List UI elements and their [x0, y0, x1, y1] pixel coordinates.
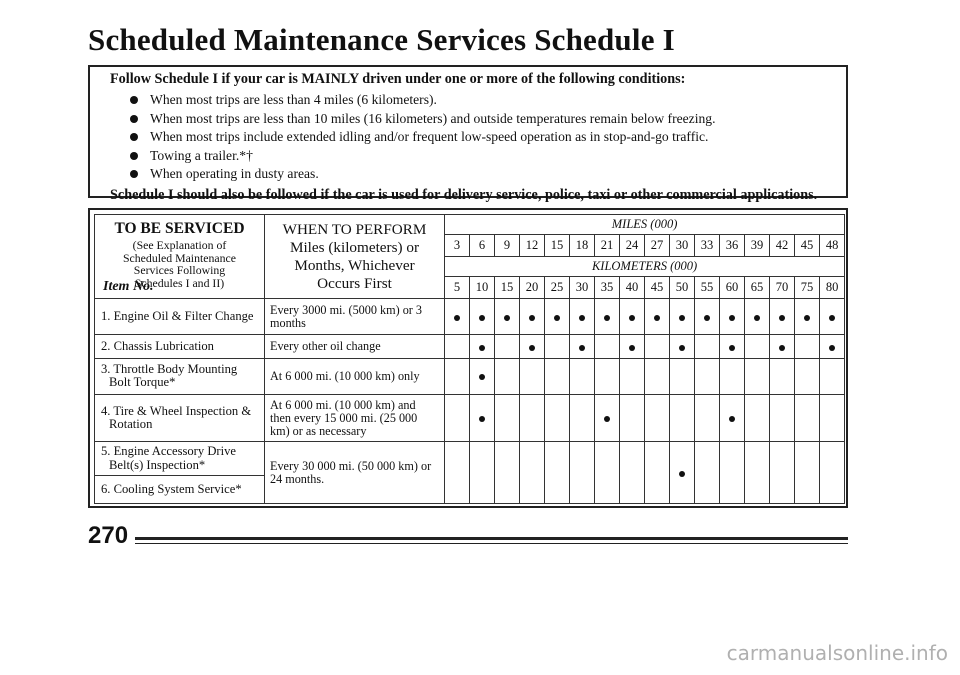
kilometers-tick: 15: [495, 277, 520, 299]
service-mark-cell: [520, 335, 545, 358]
service-mark-cell: [595, 299, 620, 335]
service-mark-cell: [620, 395, 645, 442]
service-due-dot: [554, 315, 560, 321]
service-due-dot: [479, 374, 485, 380]
service-due-dot: [679, 315, 685, 321]
service-mark-cell: [545, 299, 570, 335]
kilometers-tick: 35: [595, 277, 620, 299]
service-mark-cell: [670, 358, 695, 394]
service-due-dot: [529, 345, 535, 351]
service-due-dot: [679, 345, 685, 351]
service-mark-cell: [545, 442, 570, 504]
kilometers-tick: 60: [720, 277, 745, 299]
service-due-dot: [604, 315, 610, 321]
service-mark-cell: [445, 395, 470, 442]
service-mark-cell: [620, 358, 645, 394]
service-mark-cell: [695, 335, 720, 358]
service-mark-cell: [470, 442, 495, 504]
kilometers-tick: 50: [670, 277, 695, 299]
schedule-table: [94, 214, 845, 504]
service-due-dot: [754, 315, 760, 321]
service-mark-cell: [470, 335, 495, 358]
kilometers-tick: 45: [645, 277, 670, 299]
service-mark-cell: [570, 358, 595, 394]
service-mark-cell: [720, 335, 745, 358]
service-item-name: 6. Cooling System Service*: [95, 476, 265, 504]
kilometers-tick: 10: [470, 277, 495, 299]
page-number: 270: [88, 522, 129, 549]
service-mark-cell: [670, 442, 695, 504]
condition-item: When most trips are less than 10 miles (16 kilometers) and outside temperatures remain below freezing.: [130, 110, 826, 129]
service-mark-cell: [445, 335, 470, 358]
table-row: [95, 442, 845, 476]
service-mark-cell: [645, 299, 670, 335]
service-mark-cell: [670, 299, 695, 335]
service-mark-cell: [545, 335, 570, 358]
service-mark-cell: [720, 442, 745, 504]
condition-item: When most trips include extended idling and/or frequent low-speed operation as in stop-and-go traffic.: [130, 128, 826, 147]
miles-header: MILES (000): [445, 215, 845, 235]
service-due-dot: [729, 345, 735, 351]
service-interval: At 6 000 mi. (10 000 km) only: [265, 358, 445, 394]
service-due-dot: [504, 315, 510, 321]
service-mark-cell: [520, 395, 545, 442]
service-mark-cell: [820, 395, 845, 442]
service-due-dot: [779, 345, 785, 351]
service-mark-cell: [645, 395, 670, 442]
miles-tick: 21: [595, 235, 620, 257]
service-mark-cell: [545, 358, 570, 394]
service-mark-cell: [720, 358, 745, 394]
miles-tick: 30: [670, 235, 695, 257]
service-mark-cell: [820, 335, 845, 358]
service-mark-cell: [620, 335, 645, 358]
service-mark-cell: [595, 442, 620, 504]
service-due-dot: [779, 315, 785, 321]
service-item-name: 3. Throttle Body Mounting Bolt Torque*: [95, 358, 265, 394]
service-interval: Every other oil change: [265, 335, 445, 358]
service-mark-cell: [595, 335, 620, 358]
service-mark-cell: [770, 335, 795, 358]
table-row: [95, 299, 845, 335]
bullet-icon: [130, 115, 138, 123]
service-mark-cell: [770, 299, 795, 335]
kilometers-tick: 70: [770, 277, 795, 299]
service-mark-cell: [745, 358, 770, 394]
service-item-name: 1. Engine Oil & Filter Change: [95, 299, 265, 335]
service-due-dot: [629, 315, 635, 321]
service-header-note: (See Explanation of Scheduled Maintenance Services Following Schedules I and II): [122, 238, 236, 290]
kilometers-tick: 65: [745, 277, 770, 299]
service-interval: Every 3000 mi. (5000 km) or 3 months: [265, 299, 445, 335]
service-interval: Every 30 000 mi. (50 000 km) or 24 months.: [265, 442, 445, 504]
service-due-dot: [529, 315, 535, 321]
service-header: [95, 215, 265, 299]
service-mark-cell: [820, 442, 845, 504]
service-mark-cell: [695, 442, 720, 504]
service-due-dot: [479, 315, 485, 321]
service-mark-cell: [445, 299, 470, 335]
service-mark-cell: [495, 299, 520, 335]
page-title: Scheduled Maintenance Services Schedule I: [88, 22, 675, 57]
service-item-name: 4. Tire & Wheel Inspection & Rotation: [95, 395, 265, 442]
service-mark-cell: [745, 335, 770, 358]
conditions-box: [88, 65, 848, 203]
service-due-dot: [479, 416, 485, 422]
miles-tick: 15: [545, 235, 570, 257]
service-mark-cell: [820, 358, 845, 394]
service-mark-cell: [620, 299, 645, 335]
miles-tick: 48: [820, 235, 845, 257]
conditions-heading: Follow Schedule I if your car is MAINLY driven under one or more of the following conditions:: [110, 71, 686, 87]
table-row: [95, 358, 845, 394]
service-mark-cell: [495, 335, 520, 358]
miles-tick: 27: [645, 235, 670, 257]
miles-tick: 36: [720, 235, 745, 257]
kilometers-tick: 55: [695, 277, 720, 299]
service-mark-cell: [770, 395, 795, 442]
bullet-icon: [130, 133, 138, 141]
conditions-footer: Schedule I should also be followed if the car is used for delivery service, police, taxi or other commercial applications.: [110, 186, 818, 203]
kilometers-tick: 5: [445, 277, 470, 299]
service-due-dot: [579, 315, 585, 321]
service-due-dot: [704, 315, 710, 321]
kilometers-tick: 20: [520, 277, 545, 299]
condition-item: Towing a trailer.*†: [130, 147, 826, 166]
service-mark-cell: [770, 358, 795, 394]
bullet-icon: [130, 170, 138, 178]
kilometers-tick: 25: [545, 277, 570, 299]
service-due-dot: [454, 315, 460, 321]
miles-tick: 33: [695, 235, 720, 257]
service-due-dot: [829, 345, 835, 351]
service-mark-cell: [795, 395, 820, 442]
service-mark-cell: [570, 335, 595, 358]
item-no-label: Item No.: [103, 279, 154, 294]
service-mark-cell: [795, 335, 820, 358]
service-mark-cell: [495, 442, 520, 504]
service-mark-cell: [745, 299, 770, 335]
service-mark-cell: [570, 442, 595, 504]
service-mark-cell: [645, 358, 670, 394]
service-due-dot: [729, 416, 735, 422]
kilometers-tick: 40: [620, 277, 645, 299]
service-mark-cell: [495, 395, 520, 442]
schedule-table-frame: [88, 208, 848, 508]
miles-tick: 18: [570, 235, 595, 257]
service-mark-cell: [645, 442, 670, 504]
service-due-dot: [804, 315, 810, 321]
service-mark-cell: [795, 442, 820, 504]
miles-tick: 3: [445, 235, 470, 257]
service-mark-cell: [695, 358, 720, 394]
service-due-dot: [729, 315, 735, 321]
service-mark-cell: [445, 358, 470, 394]
service-mark-cell: [545, 395, 570, 442]
service-due-dot: [604, 416, 610, 422]
service-mark-cell: [720, 395, 745, 442]
service-due-dot: [629, 345, 635, 351]
service-mark-cell: [795, 299, 820, 335]
miles-tick: 6: [470, 235, 495, 257]
footer-rule: [135, 537, 848, 540]
service-mark-cell: [795, 358, 820, 394]
service-due-dot: [479, 345, 485, 351]
service-item-name: 2. Chassis Lubrication: [95, 335, 265, 358]
kilometers-tick: 75: [795, 277, 820, 299]
when-to-perform-header: WHEN TO PERFORM Miles (kilometers) or Months, Whichever Occurs First: [265, 215, 445, 299]
table-row: [95, 335, 845, 358]
service-mark-cell: [445, 442, 470, 504]
service-mark-cell: [495, 358, 520, 394]
service-mark-cell: [670, 395, 695, 442]
bullet-icon: [130, 152, 138, 160]
kilometers-header: KILOMETERS (000): [445, 257, 845, 277]
service-mark-cell: [745, 395, 770, 442]
service-mark-cell: [520, 442, 545, 504]
miles-tick: 9: [495, 235, 520, 257]
service-mark-cell: [520, 299, 545, 335]
service-mark-cell: [470, 395, 495, 442]
schedule-body: [95, 299, 845, 504]
kilometers-tick: 30: [570, 277, 595, 299]
service-mark-cell: [720, 299, 745, 335]
service-mark-cell: [770, 442, 795, 504]
service-header-title: TO BE SERVICED: [114, 220, 245, 237]
service-mark-cell: [820, 299, 845, 335]
service-due-dot: [829, 315, 835, 321]
service-mark-cell: [595, 395, 620, 442]
miles-tick: 42: [770, 235, 795, 257]
service-mark-cell: [570, 395, 595, 442]
miles-tick: 39: [745, 235, 770, 257]
service-interval: At 6 000 mi. (10 000 km) and then every 15 000 mi. (25 000 km) or as necessary: [265, 395, 445, 442]
service-due-dot: [654, 315, 660, 321]
condition-item: When operating in dusty areas.: [130, 165, 826, 184]
service-mark-cell: [470, 299, 495, 335]
miles-tick: 24: [620, 235, 645, 257]
service-mark-cell: [645, 335, 670, 358]
footer-rule-thin: [135, 543, 848, 544]
service-mark-cell: [670, 335, 695, 358]
service-due-dot: [579, 345, 585, 351]
service-mark-cell: [620, 442, 645, 504]
miles-tick: 45: [795, 235, 820, 257]
bullet-icon: [130, 96, 138, 104]
conditions-list: [110, 91, 826, 184]
service-mark-cell: [745, 442, 770, 504]
service-item-name: 5. Engine Accessory Drive Belt(s) Inspection*: [95, 442, 265, 476]
service-due-dot: [679, 471, 685, 477]
service-mark-cell: [570, 299, 595, 335]
table-row: [95, 395, 845, 442]
service-mark-cell: [595, 358, 620, 394]
watermark: carmanualsonline.info: [726, 641, 948, 665]
condition-item: When most trips are less than 4 miles (6 kilometers).: [130, 91, 826, 110]
kilometers-tick: 80: [820, 277, 845, 299]
miles-tick: 12: [520, 235, 545, 257]
service-mark-cell: [695, 299, 720, 335]
service-mark-cell: [470, 358, 495, 394]
service-mark-cell: [520, 358, 545, 394]
service-mark-cell: [695, 395, 720, 442]
